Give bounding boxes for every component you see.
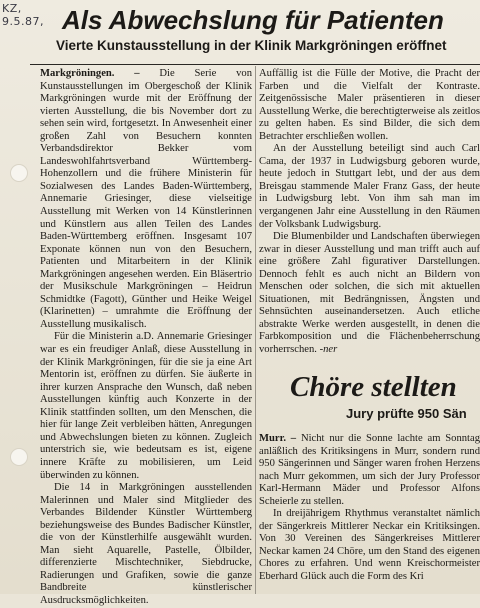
article2-subheadline: Jury prüfte 950 Sän [346, 406, 467, 421]
article2-paragraph-1-text: Nicht nur die Sonne lachte am Sonntag anläßlich des Kritiksingens in Murr, sondern rund 950 Sängerinnen und Sänger waren frohen Herzens nach Murr gekommen, um sich der Jury Professor Karl-Hermann Mäder und Professor Alfons Scheierle zu stellen. [259, 433, 480, 507]
article1-paragraph-4: Auffällig ist die Fülle der Motive, die Pracht der Farben und die Vielfalt der Kontraste. Zeitgenössische Maler präsentieren in dieser Ausstellung Werke, die berechtigterweise als zeitlos zu gelten haben. Es sind Bilder, die sich dem Betrachter erschließen wollen. [259, 68, 480, 142]
article1-dateline: Markgröningen. – [40, 68, 140, 79]
column-separator [255, 66, 256, 594]
article1-paragraph-2: Für die Ministerin a.D. Annemarie Griesinger war es ein freudiger Anlaß, diese Ausstellung in der Klinik Markgröningen, für die sie ja eine Art Mentorin ist, eröffnen zu dürfen. Sie äußerte in ihrer kurzen Ansprache den Wunsch, daß neben Ausstellungen künftig auch Konzerte in der Klinik stattfinden sollten, um den Menschen, die hier für lange Zeit verbleiben hätten, Anregungen und Abwechslungen bieten zu können. Zugleich unterstrich sie, wie bedeutsam es ist, eigene innere Kräfte zu mobilisieren, um Leid überwinden zu können. [40, 331, 252, 481]
article2-column [259, 433, 480, 594]
headline-divider [30, 64, 480, 65]
author-mark: -ner [316, 344, 338, 356]
article2-paragraph-2: In dreijährigem Rhythmus veranstaltet nämlich der Sängerkreis Mittlerer Neckar ein Kritiksingen. Von 30 Vereinen des Sängerkreises Mittlerer Neckar kamen 24 Chöre, um den Stand des eigenen Chores zu erfahren. Und wenn Kreischormeister Eberhard Glück auch die Form des Kri [259, 508, 480, 583]
article1-paragraph-1-text: Die Serie von Kunstausstellungen im Obergeschoß der Klinik Markgröningen wurde mit der Eröffnung der vierten Ausstellung, die bis November dort zu sehen sein wird, fortgesetzt. In Anwesenheit einer großen Zahl von Besuchern konnten Verbandsdirektor Bekker vom Landeswohlfahrtsverband Württemberg-Hohenzollern und die frühere Ministerin für Sozialwesen des Landes Baden-Württemberg, Annemarie Griesinger, diese vielseitige Ausstellung mit Werken von 14 Künstlerinnen und Künstlern aus allen Teilen des Landes Baden-Württemberg eröffnen. Insgesamt 107 Exponate können nun von den Besuchern, Patienten und Mitarbeitern in der Klinik Markgröningen angesehen werden. Ein Bläsertrio der Musikschule Markgröningen – Heidrun Schmidtke (Fagott), Günther und Heike Weigel (Klarinetten) – umrahmte die Eröffnung der Ausstellung musikalisch. [40, 68, 252, 330]
article1-headline: Als Abwechslung für Patienten [62, 5, 444, 35]
article1-column-right [259, 68, 480, 376]
article1-paragraph-5: An der Ausstellung beteiligt sind auch Carl Cama, der 1937 in Ludwigsburg geboren wurde, heute jedoch in Stuttgart lebt, und der aus dem Breisgau stammende Maler Franz Gass, der heute in Ludwigsburg lebt. Von ihm sah man im vergangenen Jahr eine Ausstellung in den Räumen der Volksbank Ludwigsburg. [259, 143, 480, 230]
handwritten-note-source: KZ, [2, 2, 22, 15]
article2-dateline: Murr. – [259, 433, 297, 444]
article1-paragraph-3: Die 14 in Markgröningen ausstellenden Malerinnen und Maler sind Mitglieder des Verbandes Bildender Künstler Württemberg beziehungsweise des Bundes Badischer Künstler, die von der Künstlerhilfe ausgewählt wurden. Man sieht Aquarelle, Pastelle, Ölbilder, differenzierte Mischtechniker, Siebdrucke, Radierungen und Grafiken, sowie die ganze Bandbreite künstlerischer Ausdrucksmöglichkeiten. [40, 482, 252, 606]
article1-paragraph-6-text: Die Blumenbilder und Landschaften überwiegen zwar in dieser Ausstellung und man trifft auch auf eine größere Zahl figurativer Darstellungen. Dennoch fehlt es auch nicht an Bildern von Menschen oder solchen, die sich mit aktuellen Situationen, mit Bedrängnissen, Ängsten und Sehnsüchten auseinandersetzen. Auch etliche abstrakte Werke werden ausgestellt, in denen die Farbkomposition und die Flächenbeherrschung vorherrschen. [259, 231, 480, 356]
handwritten-note-date: 9.5.87, [2, 15, 44, 28]
article1-paragraph-6 [259, 231, 480, 356]
article2-headline: Chöre stellten [290, 371, 457, 403]
article1-column-left [40, 68, 252, 606]
punch-hole [10, 448, 28, 466]
article2-paragraph-1 [259, 433, 480, 508]
handwritten-note [2, 2, 60, 28]
article1-subheadline: Vierte Kunstausstellung in der Klinik Markgröningen eröffnet [56, 38, 447, 53]
article1-paragraph [40, 68, 252, 331]
punch-hole [10, 164, 28, 182]
